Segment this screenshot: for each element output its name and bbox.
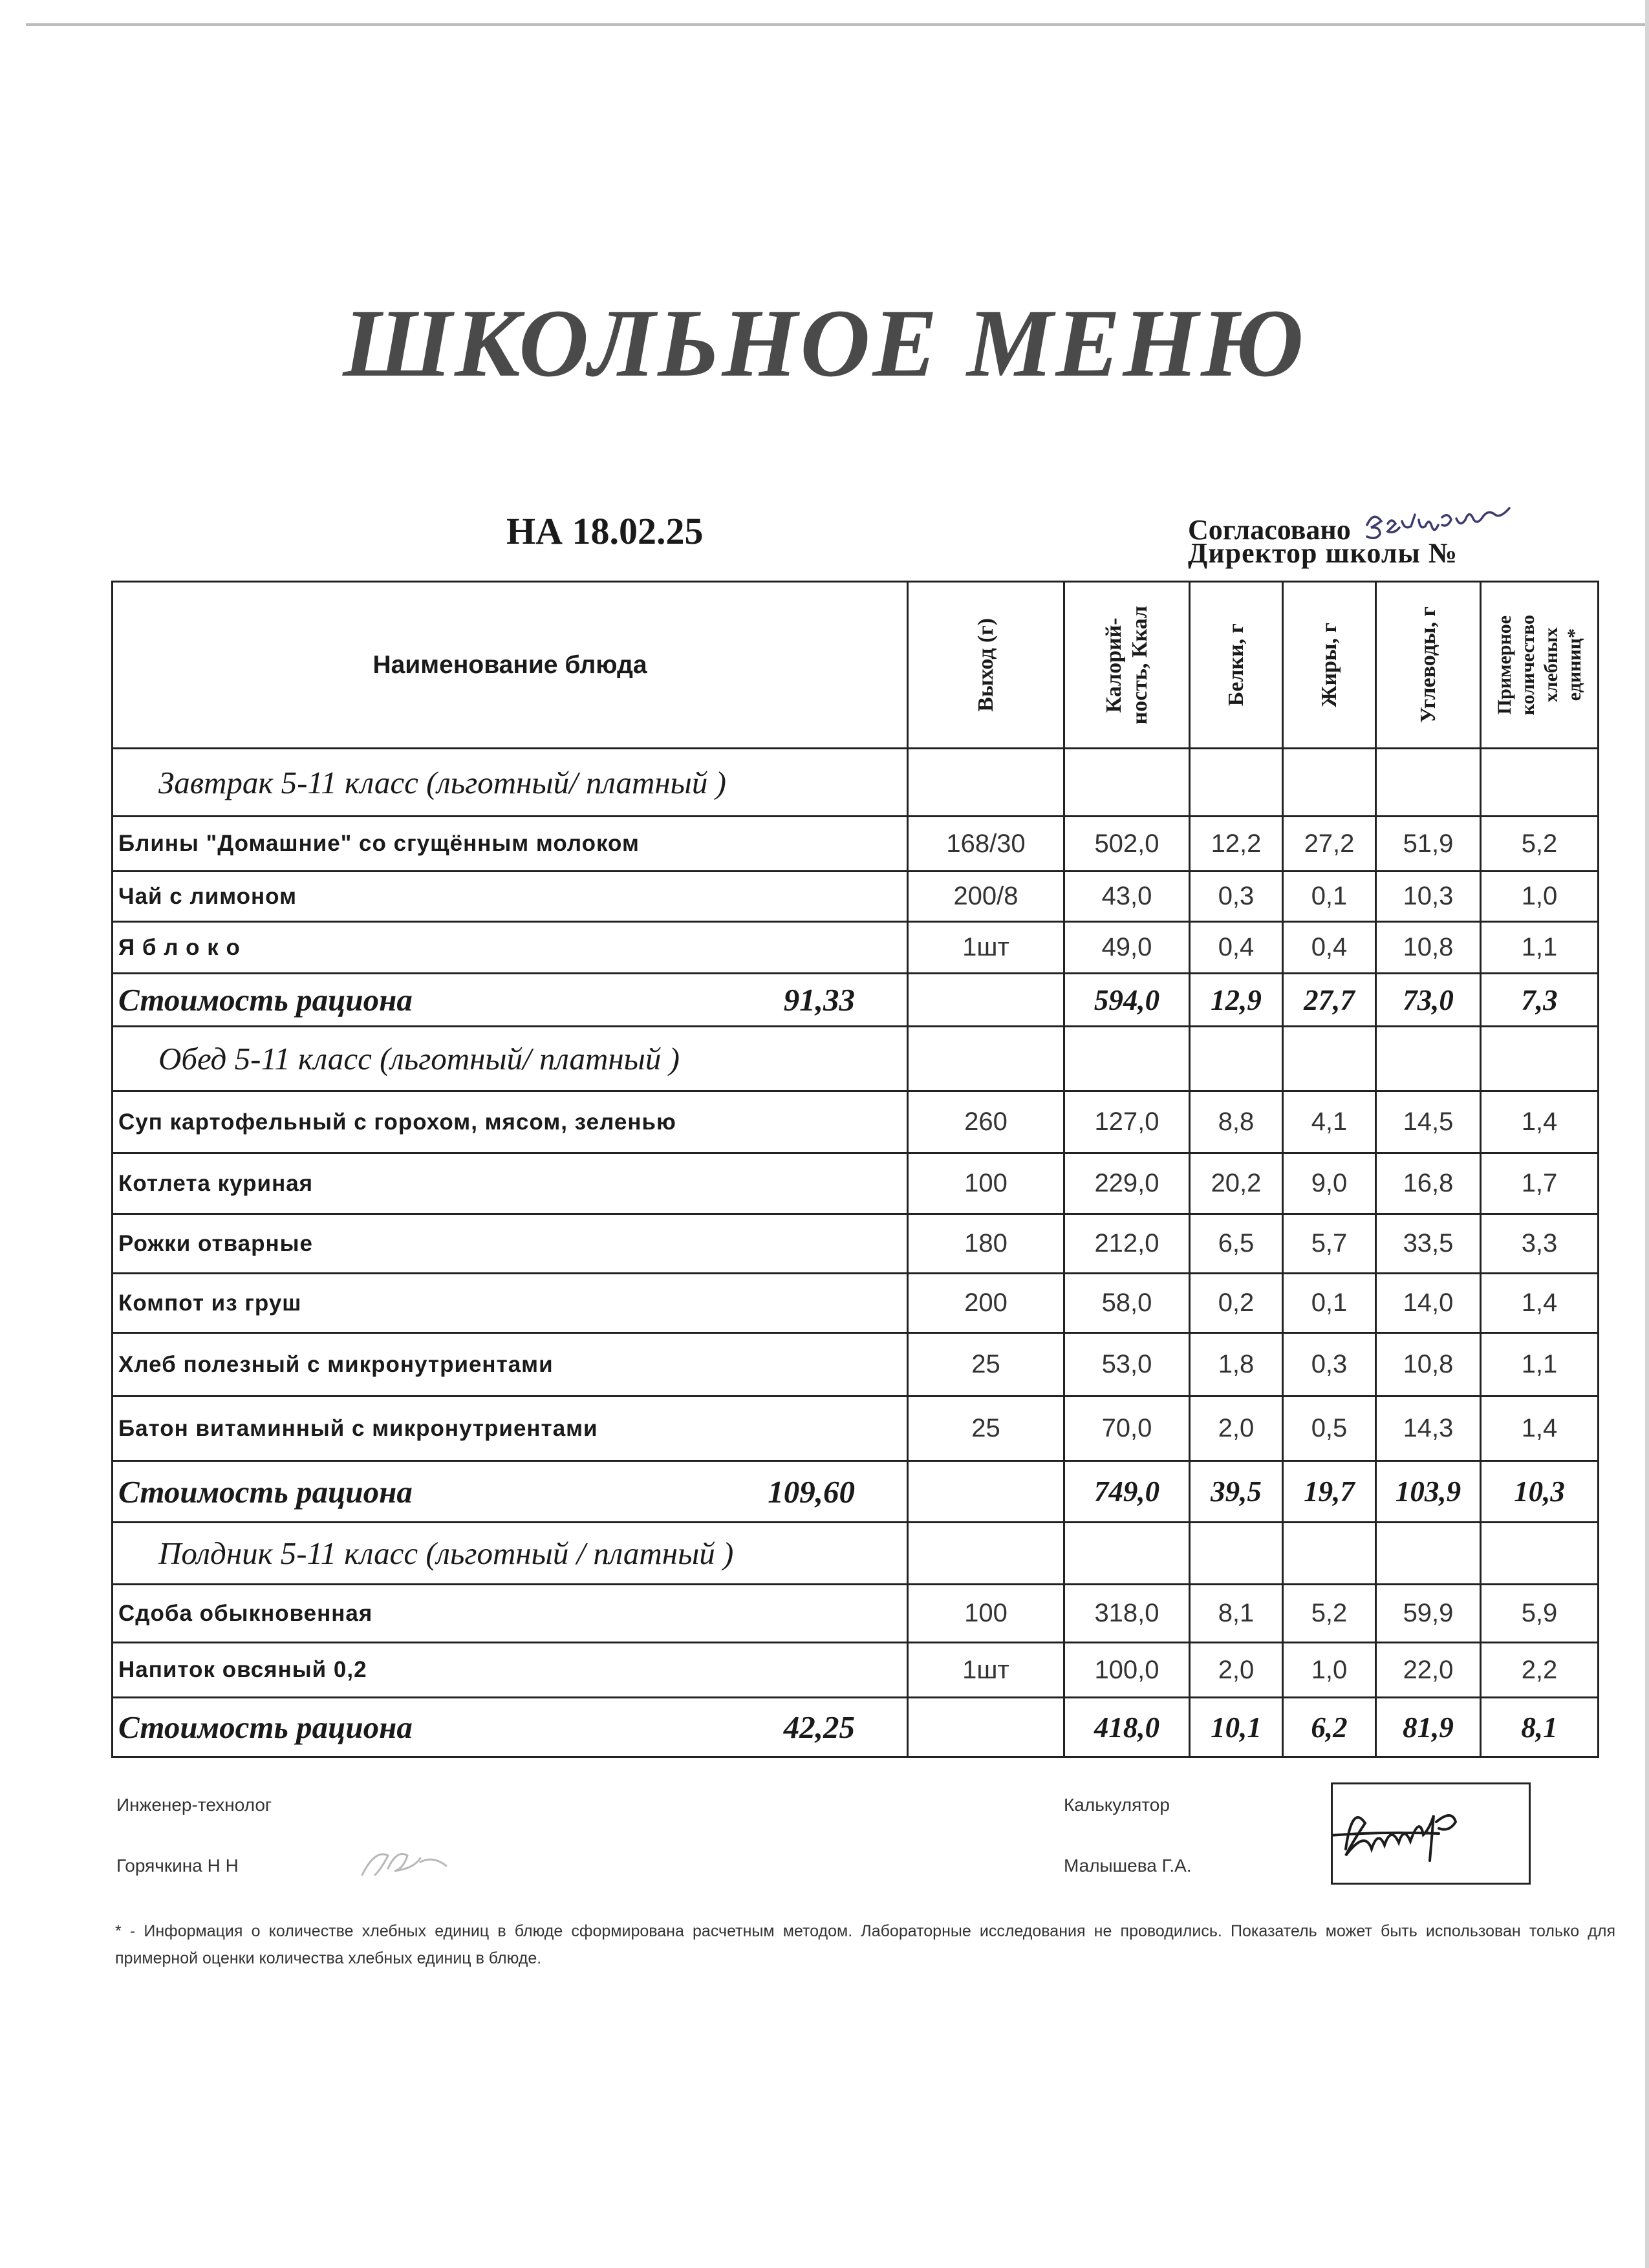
dish-name: Я б л о к о xyxy=(113,922,908,974)
total-row xyxy=(113,974,1599,1027)
dish-calories: 70,0 xyxy=(1064,1396,1190,1461)
total-cost: 42,25 xyxy=(783,1709,855,1745)
dish-fats: 0,1 xyxy=(1283,872,1376,922)
dish-carbs: 51,9 xyxy=(1376,817,1481,872)
header-fats xyxy=(1283,582,1376,749)
dish-bread-units: 1,4 xyxy=(1481,1091,1599,1153)
empty-cell xyxy=(1481,1523,1599,1585)
menu-date: НА 18.02.25 xyxy=(506,510,704,552)
dish-carbs: 22,0 xyxy=(1376,1643,1481,1698)
calculator-signature-box xyxy=(1331,1782,1531,1885)
total-carbs: 81,9 xyxy=(1376,1698,1481,1757)
dish-carbs: 14,3 xyxy=(1376,1396,1481,1461)
total-carbs: 73,0 xyxy=(1376,974,1481,1027)
dish-output: 1шт xyxy=(908,922,1064,974)
total-bread-units: 8,1 xyxy=(1481,1698,1599,1757)
dish-proteins: 8,8 xyxy=(1190,1091,1283,1153)
total-label: Стоимость рациона xyxy=(118,982,413,1018)
dish-calories: 58,0 xyxy=(1064,1274,1190,1333)
header-bread-units xyxy=(1481,582,1599,749)
dish-fats: 5,2 xyxy=(1283,1585,1376,1643)
dish-name: Котлета куриная xyxy=(113,1153,908,1214)
dish-calories: 100,0 xyxy=(1064,1643,1190,1698)
section-title: Обед 5-11 класс (льготный/ платный ) xyxy=(113,1027,908,1091)
dish-fats: 0,3 xyxy=(1283,1333,1376,1396)
table-row xyxy=(113,817,1599,872)
dish-fats: 0,1 xyxy=(1283,1274,1376,1333)
dish-output: 168/30 xyxy=(908,817,1064,872)
empty-cell xyxy=(908,749,1064,817)
header-proteins-text: Белки, г xyxy=(1223,623,1248,707)
empty-cell xyxy=(1190,1027,1283,1091)
empty-cell xyxy=(908,974,1064,1027)
dish-fats: 9,0 xyxy=(1283,1153,1376,1214)
header-carbs-text: Углеводы, г xyxy=(1416,606,1440,723)
total-proteins: 10,1 xyxy=(1190,1698,1283,1757)
dish-output: 260 xyxy=(908,1091,1064,1153)
dish-carbs: 33,5 xyxy=(1376,1214,1481,1274)
dish-fats: 0,5 xyxy=(1283,1396,1376,1461)
dish-name: Хлеб полезный с микронутриентами xyxy=(113,1333,908,1396)
footnote: * - Информация о количестве хлебных единиц в блюде сформирована расчетным методом. Лабораторные исследования не проводились. Показатель может быть использован только для примерной оценки количества хлебных единиц в блюде. xyxy=(115,1922,1615,1967)
header-output-text: Выход (г) xyxy=(973,618,998,712)
dish-calories: 53,0 xyxy=(1064,1333,1190,1396)
total-label: Стоимость рациона xyxy=(118,1709,413,1745)
dish-bread-units: 1,1 xyxy=(1481,1333,1599,1396)
table-row xyxy=(113,1585,1599,1643)
dish-carbs: 10,8 xyxy=(1376,1333,1481,1396)
dish-bread-units: 3,3 xyxy=(1481,1214,1599,1274)
total-cost: 91,33 xyxy=(783,982,855,1018)
table-row xyxy=(113,1091,1599,1153)
header-proteins xyxy=(1190,582,1283,749)
engineer-signature xyxy=(349,1836,479,1888)
dish-proteins: 0,4 xyxy=(1190,922,1283,974)
total-calories: 418,0 xyxy=(1064,1698,1190,1757)
dish-proteins: 2,0 xyxy=(1190,1643,1283,1698)
total-fats: 6,2 xyxy=(1283,1698,1376,1757)
dish-name: Блины "Домашние" со сгущённым молоком xyxy=(113,817,908,872)
dish-calories: 212,0 xyxy=(1064,1214,1190,1274)
table-row xyxy=(113,1153,1599,1214)
total-fats: 27,7 xyxy=(1283,974,1376,1027)
empty-cell xyxy=(1064,749,1190,817)
dish-fats: 27,2 xyxy=(1283,817,1376,872)
dish-output: 200 xyxy=(908,1274,1064,1333)
empty-cell xyxy=(1190,749,1283,817)
total-row xyxy=(113,1461,1599,1523)
calculator-signature xyxy=(1333,1784,1529,1883)
total-proteins: 39,5 xyxy=(1190,1461,1283,1523)
table-row xyxy=(113,1214,1599,1274)
total-label-cell xyxy=(113,974,908,1027)
dish-proteins: 1,8 xyxy=(1190,1333,1283,1396)
table-row xyxy=(113,1274,1599,1333)
empty-cell xyxy=(908,1698,1064,1757)
dish-output: 100 xyxy=(908,1153,1064,1214)
dish-carbs: 16,8 xyxy=(1376,1153,1481,1214)
empty-cell xyxy=(1190,1523,1283,1585)
section-row xyxy=(113,1027,1599,1091)
empty-cell xyxy=(1376,1523,1481,1585)
menu-table-body xyxy=(113,582,1599,1757)
dish-bread-units: 1,1 xyxy=(1481,922,1599,974)
dish-bread-units: 1,0 xyxy=(1481,872,1599,922)
dish-output: 200/8 xyxy=(908,872,1064,922)
calculator-title: Калькулятор xyxy=(1064,1795,1170,1815)
total-calories: 594,0 xyxy=(1064,974,1190,1027)
header-fats-text: Жиры, г xyxy=(1317,622,1341,708)
empty-cell xyxy=(1064,1523,1190,1585)
total-row xyxy=(113,1698,1599,1757)
dish-carbs: 59,9 xyxy=(1376,1585,1481,1643)
header-dish-name: Наименование блюда xyxy=(113,582,908,749)
dish-calories: 43,0 xyxy=(1064,872,1190,922)
header-calories-text: Калорий- ность, Ккал xyxy=(1101,605,1152,725)
section-row xyxy=(113,1523,1599,1585)
empty-cell xyxy=(1481,749,1599,817)
empty-cell xyxy=(908,1523,1064,1585)
total-label: Стоимость рациона xyxy=(118,1473,413,1510)
dish-bread-units: 5,2 xyxy=(1481,817,1599,872)
dish-name: Сдоба обыкновенная xyxy=(113,1585,908,1643)
empty-cell xyxy=(1376,749,1481,817)
dish-calories: 318,0 xyxy=(1064,1585,1190,1643)
section-title: Полдник 5-11 класс (льготный / платный ) xyxy=(113,1523,908,1585)
dish-name: Рожки отварные xyxy=(113,1214,908,1274)
scan-edge-top xyxy=(26,23,1649,26)
total-cost: 109,60 xyxy=(768,1473,855,1510)
empty-cell xyxy=(1481,1027,1599,1091)
total-label-cell xyxy=(113,1461,908,1523)
dish-calories: 502,0 xyxy=(1064,817,1190,872)
dish-calories: 229,0 xyxy=(1064,1153,1190,1214)
dish-proteins: 20,2 xyxy=(1190,1153,1283,1214)
dish-calories: 127,0 xyxy=(1064,1091,1190,1153)
engineer-name: Горячкина Н Н xyxy=(116,1856,239,1876)
dish-bread-units: 1,4 xyxy=(1481,1274,1599,1333)
dish-bread-units: 2,2 xyxy=(1481,1643,1599,1698)
dish-fats: 0,4 xyxy=(1283,922,1376,974)
total-carbs: 103,9 xyxy=(1376,1461,1481,1523)
table-row xyxy=(113,1643,1599,1698)
dish-calories: 49,0 xyxy=(1064,922,1190,974)
dish-fats: 4,1 xyxy=(1283,1091,1376,1153)
header-calories xyxy=(1064,582,1190,749)
dish-output: 1шт xyxy=(908,1643,1064,1698)
dish-output: 100 xyxy=(908,1585,1064,1643)
header-row xyxy=(113,582,1599,749)
empty-cell xyxy=(1064,1027,1190,1091)
dish-bread-units: 5,9 xyxy=(1481,1585,1599,1643)
dish-proteins: 6,5 xyxy=(1190,1214,1283,1274)
total-fats: 19,7 xyxy=(1283,1461,1376,1523)
dish-proteins: 12,2 xyxy=(1190,817,1283,872)
total-proteins: 12,9 xyxy=(1190,974,1283,1027)
dish-fats: 5,7 xyxy=(1283,1214,1376,1274)
table-row xyxy=(113,872,1599,922)
empty-cell xyxy=(1376,1027,1481,1091)
dish-output: 25 xyxy=(908,1396,1064,1461)
header-carbs xyxy=(1376,582,1481,749)
director-label: Директор школы № xyxy=(1188,537,1458,569)
table-row xyxy=(113,1333,1599,1396)
empty-cell xyxy=(1283,749,1376,817)
dish-fats: 1,0 xyxy=(1283,1643,1376,1698)
calculator-name: Малышева Г.А. xyxy=(1064,1856,1192,1876)
dish-carbs: 10,8 xyxy=(1376,922,1481,974)
dish-name: Напиток овсяный 0,2 xyxy=(113,1643,908,1698)
table-row xyxy=(113,922,1599,974)
section-title: Завтрак 5-11 класс (льготный/ платный ) xyxy=(113,749,908,817)
empty-cell xyxy=(1283,1027,1376,1091)
total-bread-units: 10,3 xyxy=(1481,1461,1599,1523)
section-row xyxy=(113,749,1599,817)
header-bread-units-text: Примерное количество хлебных единиц* xyxy=(1493,614,1585,716)
menu-table xyxy=(111,581,1599,1758)
empty-cell xyxy=(1283,1523,1376,1585)
dish-output: 25 xyxy=(908,1333,1064,1396)
total-label-cell xyxy=(113,1698,908,1757)
dish-bread-units: 1,4 xyxy=(1481,1396,1599,1461)
engineer-title: Инженер-технолог xyxy=(116,1795,272,1815)
dish-name: Компот из груш xyxy=(113,1274,908,1333)
dish-proteins: 2,0 xyxy=(1190,1396,1283,1461)
dish-carbs: 10,3 xyxy=(1376,872,1481,922)
approval-text: Согласовано xyxy=(1188,514,1351,546)
total-calories: 749,0 xyxy=(1064,1461,1190,1523)
total-bread-units: 7,3 xyxy=(1481,974,1599,1027)
dish-proteins: 8,1 xyxy=(1190,1585,1283,1643)
page-title: ШКОЛЬНОЕ МЕНЮ xyxy=(343,290,1306,397)
dish-bread-units: 1,7 xyxy=(1481,1153,1599,1214)
header-output xyxy=(908,582,1064,749)
dish-proteins: 0,2 xyxy=(1190,1274,1283,1333)
table-row xyxy=(113,1396,1599,1461)
empty-cell xyxy=(908,1461,1064,1523)
dish-proteins: 0,3 xyxy=(1190,872,1283,922)
dish-name: Суп картофельный с горохом, мясом, зеленью xyxy=(113,1091,908,1153)
dish-name: Чай с лимоном xyxy=(113,872,908,922)
empty-cell xyxy=(908,1027,1064,1091)
dish-name: Батон витаминный с микронутриентами xyxy=(113,1396,908,1461)
dish-carbs: 14,0 xyxy=(1376,1274,1481,1333)
dish-output: 180 xyxy=(908,1214,1064,1274)
dish-carbs: 14,5 xyxy=(1376,1091,1481,1153)
